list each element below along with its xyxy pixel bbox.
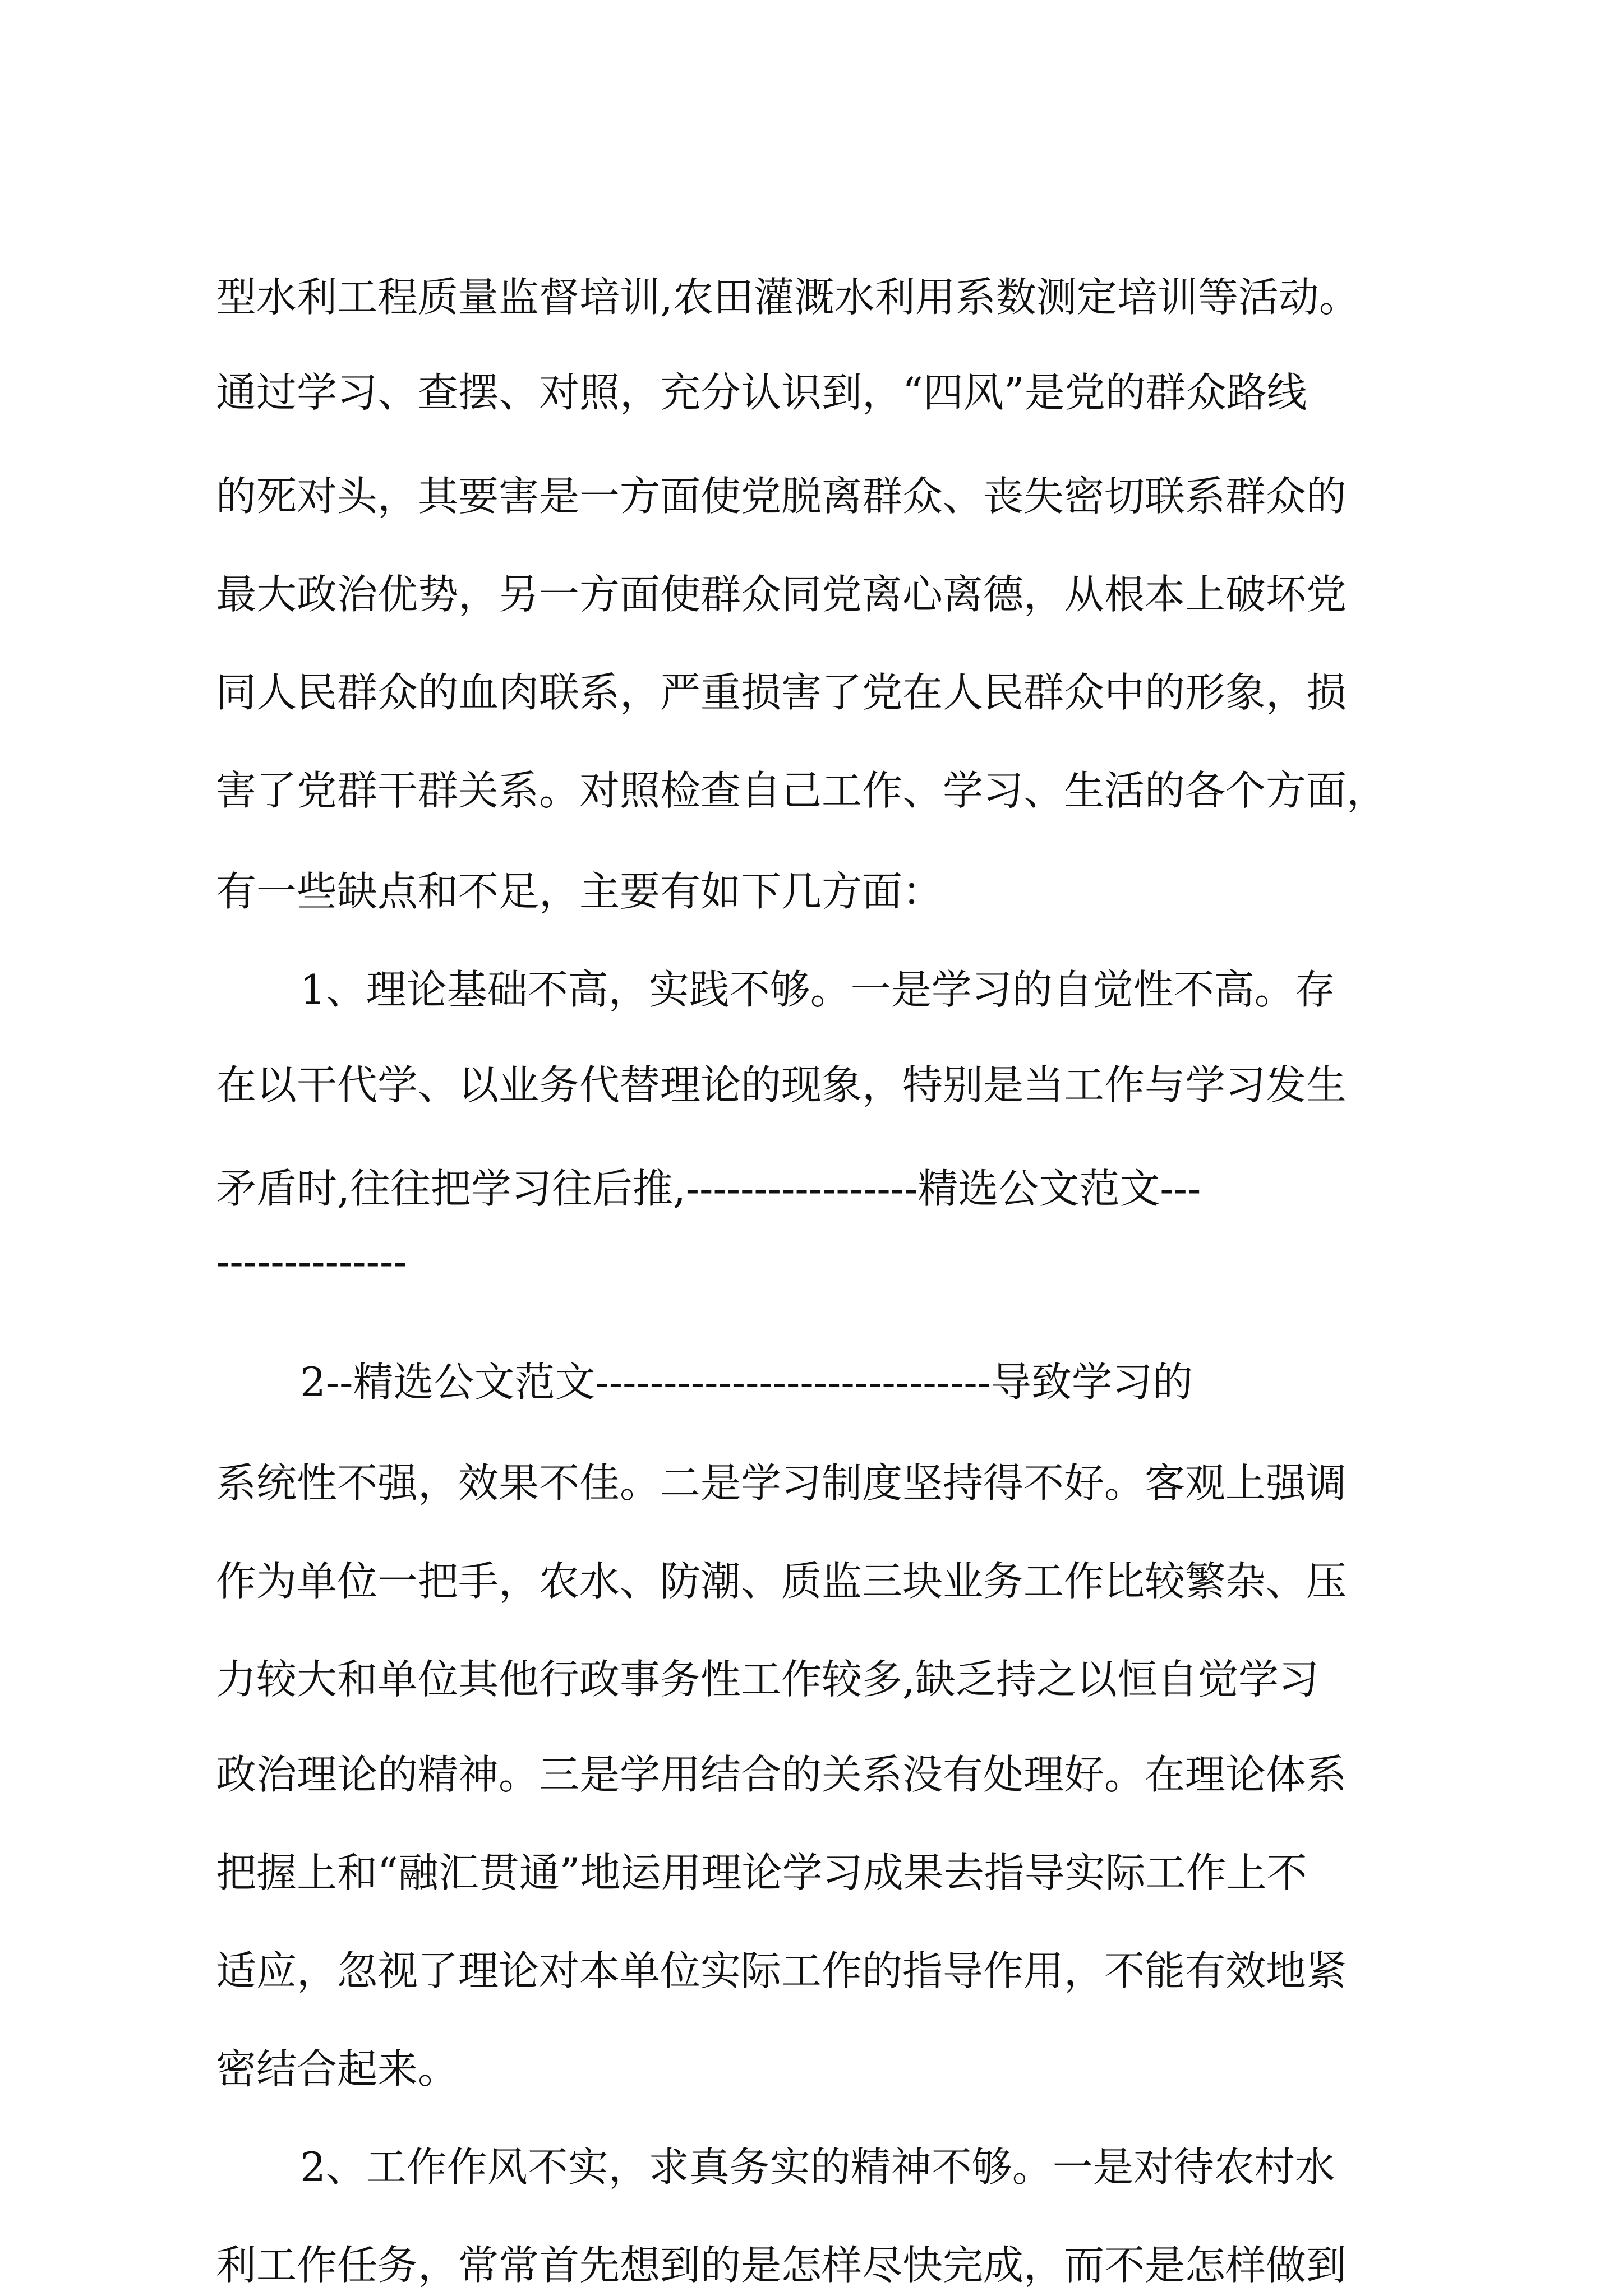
text-line: 在以干代学、以业务代替理论的现象，特别是当工作与学习发生 bbox=[216, 1061, 1347, 1108]
text-line: 把握上和“融汇贯通”地运用理论学习成果去指导实际工作上不 bbox=[216, 1849, 1307, 1896]
paragraph-start-line: 2--精选公文范文-----------------------------导致学习的 bbox=[300, 1359, 1193, 1406]
paragraph-start-line: 2、工作作风不实，求真务实的精神不够。一是对待农村水 bbox=[300, 2143, 1335, 2191]
text-line: 力较大和单位其他行政事务性工作较多,缺乏持之以恒自觉学习 bbox=[216, 1656, 1319, 1703]
text-line: 的死对头，其要害是一方面使党脱离群众、丧失密切联系群众的 bbox=[216, 473, 1347, 520]
text-line: 系统性不强，效果不佳。二是学习制度坚持得不好。客观上强调 bbox=[216, 1459, 1347, 1507]
text-line: 密结合起来。 bbox=[216, 2045, 459, 2092]
text-line: 利工作任务，常常首先想到的是怎样尽快完成，而不是怎样做到 bbox=[216, 2242, 1347, 2289]
text-line: 通过学习、查摆、对照，充分认识到，“四风”是党的群众路线 bbox=[216, 369, 1307, 416]
text-line: 适应，忽视了理论对本单位实际工作的指导作用，不能有效地紧 bbox=[216, 1947, 1347, 1994]
text-line: 有一些缺点和不足，主要有如下几方面： bbox=[216, 868, 943, 915]
text-line: 政治理论的精神。三是学用结合的关系没有处理好。在理论体系 bbox=[216, 1751, 1347, 1798]
paragraph-start-line: 1、理论基础不高，实践不够。一是学习的自觉性不高。存 bbox=[300, 966, 1335, 1013]
text-line: 最大政治优势，另一方面使群众同党离心离德，从根本上破坏党 bbox=[216, 571, 1347, 618]
text-line: -------------- bbox=[216, 1238, 407, 1285]
text-line: 型水利工程质量监督培训,农田灌溉水利用系数测定培训等活动。 bbox=[216, 274, 1359, 321]
text-line: 作为单位一把手，农水、防潮、质监三块业务工作比较繁杂、压 bbox=[216, 1558, 1347, 1605]
text-line: 害了党群干群关系。对照检查自己工作、学习、生活的各个方面， bbox=[216, 767, 1387, 814]
text-line: 矛盾时,往往把学习往后推,-----------------精选公文范文--- bbox=[216, 1165, 1201, 1212]
text-line: 同人民群众的血肉联系，严重损害了党在人民群众中的形象，损 bbox=[216, 669, 1347, 716]
